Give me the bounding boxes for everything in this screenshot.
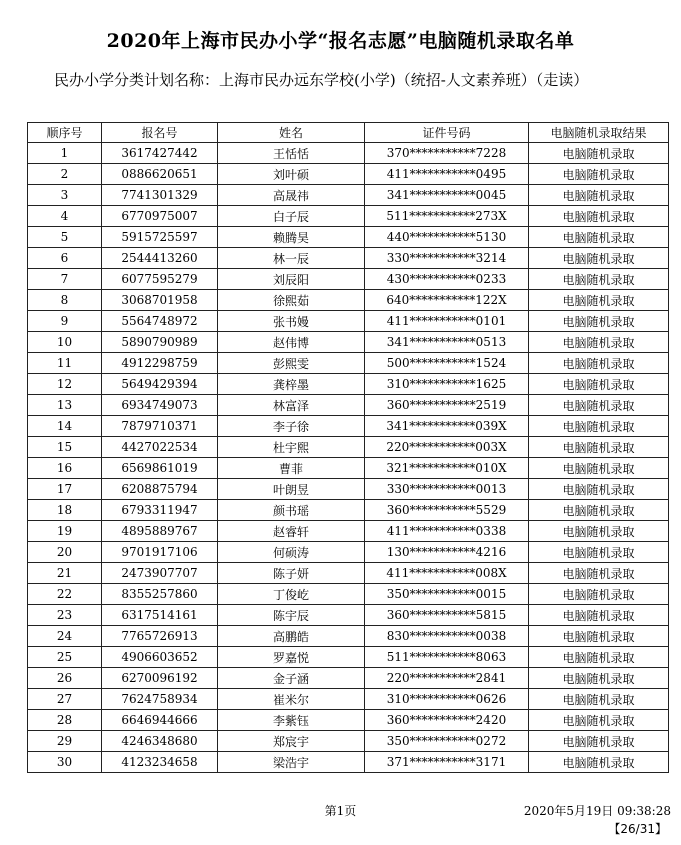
cell-reg-no: 3617427442: [102, 143, 218, 164]
cell-reg-no: 4906603652: [102, 647, 218, 668]
cell-reg-no: 7624758934: [102, 689, 218, 710]
cell-name: 崔米尔: [218, 689, 365, 710]
table-row: [28, 710, 669, 731]
cell-seq: 22: [28, 584, 102, 605]
cell-seq: 19: [28, 521, 102, 542]
cell-seq: 3: [28, 185, 102, 206]
cell-result: 电脑随机录取: [529, 479, 669, 500]
cell-id-no: 220***********2841: [365, 668, 529, 689]
table-row: [28, 206, 669, 227]
cell-result: 电脑随机录取: [529, 668, 669, 689]
cell-name: 何硕涛: [218, 542, 365, 563]
cell-result: 电脑随机录取: [529, 227, 669, 248]
cell-seq: 15: [28, 437, 102, 458]
table-row: [28, 584, 669, 605]
cell-result: 电脑随机录取: [529, 248, 669, 269]
cell-seq: 7: [28, 269, 102, 290]
cell-reg-no: 4895889767: [102, 521, 218, 542]
cell-result: 电脑随机录取: [529, 689, 669, 710]
cell-seq: 11: [28, 353, 102, 374]
cell-name: 赵伟博: [218, 332, 365, 353]
cell-result: 电脑随机录取: [529, 605, 669, 626]
cell-id-no: 360***********5529: [365, 500, 529, 521]
cell-id-no: 310***********1625: [365, 374, 529, 395]
cell-reg-no: 4246348680: [102, 731, 218, 752]
cell-result: 电脑随机录取: [529, 626, 669, 647]
cell-reg-no: 4123234658: [102, 752, 218, 773]
cell-name: 张书嫚: [218, 311, 365, 332]
header-id-no: 证件号码: [365, 123, 529, 143]
cell-id-no: 511***********273X: [365, 206, 529, 227]
table-row: [28, 332, 669, 353]
cell-id-no: 511***********8063: [365, 647, 529, 668]
cell-name: 林一辰: [218, 248, 365, 269]
cell-name: 林富泽: [218, 395, 365, 416]
cell-reg-no: 7741301329: [102, 185, 218, 206]
cell-result: 电脑随机录取: [529, 542, 669, 563]
table-row: [28, 542, 669, 563]
page-count: 【26/31】: [608, 822, 667, 836]
cell-id-no: 330***********3214: [365, 248, 529, 269]
cell-result: 电脑随机录取: [529, 164, 669, 185]
cell-seq: 18: [28, 500, 102, 521]
cell-reg-no: 5915725597: [102, 227, 218, 248]
cell-id-no: 350***********0015: [365, 584, 529, 605]
cell-reg-no: 6934749073: [102, 395, 218, 416]
cell-result: 电脑随机录取: [529, 752, 669, 773]
table-row: [28, 395, 669, 416]
table-row: [28, 227, 669, 248]
cell-reg-no: 6270096192: [102, 668, 218, 689]
cell-seq: 21: [28, 563, 102, 584]
cell-reg-no: 6208875794: [102, 479, 218, 500]
cell-result: 电脑随机录取: [529, 563, 669, 584]
cell-id-no: 360***********5815: [365, 605, 529, 626]
table-row: [28, 143, 669, 164]
table-row: [28, 605, 669, 626]
cell-seq: 13: [28, 395, 102, 416]
cell-reg-no: 6569861019: [102, 458, 218, 479]
cell-id-no: 341***********0045: [365, 185, 529, 206]
plan-name-text: 民办小学分类计划名称：上海市民办远东学校(小学)（统招-人文素养班）（走读）: [54, 71, 589, 89]
cell-seq: 23: [28, 605, 102, 626]
cell-result: 电脑随机录取: [529, 395, 669, 416]
cell-reg-no: 4427022534: [102, 437, 218, 458]
table-row: [28, 731, 669, 752]
cell-reg-no: 6317514161: [102, 605, 218, 626]
cell-name: 颜书瑶: [218, 500, 365, 521]
table-row: [28, 353, 669, 374]
cell-seq: 20: [28, 542, 102, 563]
table-row: [28, 416, 669, 437]
cell-id-no: 330***********0013: [365, 479, 529, 500]
cell-name: 赖腾昊: [218, 227, 365, 248]
cell-reg-no: 0886620651: [102, 164, 218, 185]
cell-name: 罗嘉悦: [218, 647, 365, 668]
cell-name: 杜宇熙: [218, 437, 365, 458]
table-row: [28, 689, 669, 710]
table-row: [28, 458, 669, 479]
cell-reg-no: 6793311947: [102, 500, 218, 521]
table-body: [28, 143, 669, 773]
cell-result: 电脑随机录取: [529, 332, 669, 353]
cell-name: 刘叶硕: [218, 164, 365, 185]
cell-result: 电脑随机录取: [529, 290, 669, 311]
cell-seq: 5: [28, 227, 102, 248]
cell-id-no: 360***********2420: [365, 710, 529, 731]
cell-id-no: 430***********0233: [365, 269, 529, 290]
cell-result: 电脑随机录取: [529, 143, 669, 164]
cell-result: 电脑随机录取: [529, 374, 669, 395]
cell-id-no: 830***********0038: [365, 626, 529, 647]
table-row: [28, 437, 669, 458]
table-row: [28, 563, 669, 584]
header-seq: 顺序号: [28, 123, 102, 143]
table-row: [28, 668, 669, 689]
cell-name: 白子辰: [218, 206, 365, 227]
cell-name: 丁俊屹: [218, 584, 365, 605]
cell-id-no: 130***********4216: [365, 542, 529, 563]
cell-name: 彭熙雯: [218, 353, 365, 374]
cell-seq: 14: [28, 416, 102, 437]
cell-name: 郑宸宇: [218, 731, 365, 752]
cell-reg-no: 6646944666: [102, 710, 218, 731]
cell-name: 曹菲: [218, 458, 365, 479]
cell-seq: 1: [28, 143, 102, 164]
cell-name: 李紫钰: [218, 710, 365, 731]
cell-result: 电脑随机录取: [529, 731, 669, 752]
cell-id-no: 341***********0513: [365, 332, 529, 353]
cell-reg-no: 4912298759: [102, 353, 218, 374]
cell-result: 电脑随机录取: [529, 458, 669, 479]
cell-id-no: 310***********0626: [365, 689, 529, 710]
table-row: [28, 164, 669, 185]
cell-result: 电脑随机录取: [529, 416, 669, 437]
cell-reg-no: 6077595279: [102, 269, 218, 290]
cell-result: 电脑随机录取: [529, 353, 669, 374]
cell-result: 电脑随机录取: [529, 311, 669, 332]
cell-name: 金子涵: [218, 668, 365, 689]
table-row: [28, 269, 669, 290]
table-row: [28, 248, 669, 269]
cell-name: 高晟祎: [218, 185, 365, 206]
cell-result: 电脑随机录取: [529, 206, 669, 227]
cell-result: 电脑随机录取: [529, 521, 669, 542]
cell-name: 陈子妍: [218, 563, 365, 584]
cell-reg-no: 5649429394: [102, 374, 218, 395]
table-row: [28, 500, 669, 521]
cell-seq: 17: [28, 479, 102, 500]
cell-reg-no: 9701917106: [102, 542, 218, 563]
table-row: [28, 752, 669, 773]
cell-reg-no: 2473907707: [102, 563, 218, 584]
table-row: [28, 521, 669, 542]
cell-seq: 30: [28, 752, 102, 773]
table-row: [28, 374, 669, 395]
cell-name: 王恬恬: [218, 143, 365, 164]
cell-id-no: 440***********5130: [365, 227, 529, 248]
cell-seq: 24: [28, 626, 102, 647]
cell-id-no: 220***********003X: [365, 437, 529, 458]
cell-id-no: 500***********1524: [365, 353, 529, 374]
cell-name: 赵睿轩: [218, 521, 365, 542]
cell-seq: 2: [28, 164, 102, 185]
cell-id-no: 640***********122X: [365, 290, 529, 311]
plan-name: [28, 70, 658, 90]
cell-id-no: 341***********039X: [365, 416, 529, 437]
cell-result: 电脑随机录取: [529, 647, 669, 668]
cell-name: 李子徐: [218, 416, 365, 437]
cell-name: 高鹏皓: [218, 626, 365, 647]
cell-result: 电脑随机录取: [529, 584, 669, 605]
cell-reg-no: 3068701958: [102, 290, 218, 311]
admission-table: [27, 122, 669, 773]
table-row: [28, 626, 669, 647]
table-row: [28, 647, 669, 668]
cell-seq: 4: [28, 206, 102, 227]
cell-name: 叶朗昱: [218, 479, 365, 500]
cell-id-no: 370***********7228: [365, 143, 529, 164]
cell-id-no: 411***********0101: [365, 311, 529, 332]
table-row: [28, 290, 669, 311]
cell-seq: 16: [28, 458, 102, 479]
cell-id-no: 321***********010X: [365, 458, 529, 479]
cell-reg-no: 5564748972: [102, 311, 218, 332]
cell-id-no: 411***********0495: [365, 164, 529, 185]
cell-seq: 12: [28, 374, 102, 395]
table-row: [28, 185, 669, 206]
cell-seq: 9: [28, 311, 102, 332]
cell-result: 电脑随机录取: [529, 185, 669, 206]
page-title: 2020年上海市民办小学“报名志愿”电脑随机录取名单: [106, 30, 575, 52]
cell-seq: 8: [28, 290, 102, 311]
cell-seq: 27: [28, 689, 102, 710]
cell-id-no: 371***********3171: [365, 752, 529, 773]
table-row: [28, 479, 669, 500]
cell-seq: 28: [28, 710, 102, 731]
table-row: [28, 311, 669, 332]
cell-reg-no: 7765726913: [102, 626, 218, 647]
cell-seq: 6: [28, 248, 102, 269]
cell-reg-no: 8355257860: [102, 584, 218, 605]
header-reg-no: 报名号: [102, 123, 218, 143]
cell-result: 电脑随机录取: [529, 710, 669, 731]
cell-result: 电脑随机录取: [529, 500, 669, 521]
cell-name: 陈宇辰: [218, 605, 365, 626]
cell-result: 电脑随机录取: [529, 437, 669, 458]
header-name: 姓名: [218, 123, 365, 143]
cell-name: 梁浩宇: [218, 752, 365, 773]
cell-reg-no: 6770975007: [102, 206, 218, 227]
page-number: 第1页: [324, 804, 357, 818]
cell-name: 龚梓墨: [218, 374, 365, 395]
cell-reg-no: 2544413260: [102, 248, 218, 269]
cell-id-no: 350***********0272: [365, 731, 529, 752]
cell-seq: 25: [28, 647, 102, 668]
cell-seq: 10: [28, 332, 102, 353]
cell-seq: 26: [28, 668, 102, 689]
cell-name: 徐熙茹: [218, 290, 365, 311]
cell-reg-no: 5890790989: [102, 332, 218, 353]
print-timestamp: 2020年5月19日 09:38:28: [523, 804, 671, 818]
cell-reg-no: 7879710371: [102, 416, 218, 437]
cell-id-no: 360***********2519: [365, 395, 529, 416]
table-header-row: [28, 123, 669, 143]
cell-seq: 29: [28, 731, 102, 752]
cell-name: 刘辰阳: [218, 269, 365, 290]
header-result: 电脑随机录取结果: [529, 123, 669, 143]
cell-id-no: 411***********0338: [365, 521, 529, 542]
cell-id-no: 411***********008X: [365, 563, 529, 584]
cell-result: 电脑随机录取: [529, 269, 669, 290]
